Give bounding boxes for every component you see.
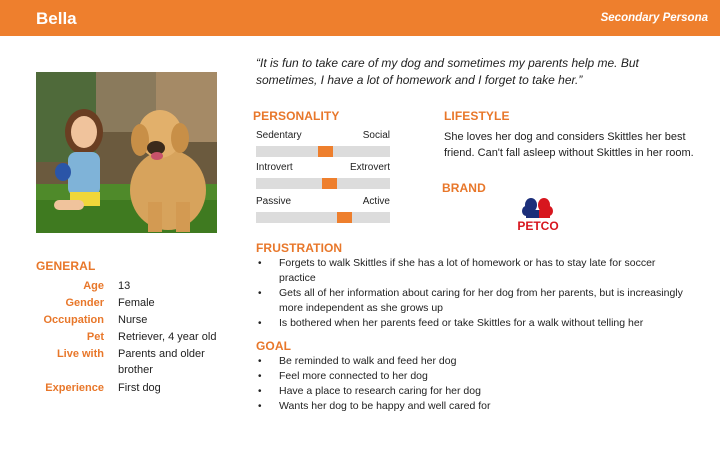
goal-item: • Wants her dog to be happy and well cared for — [256, 399, 686, 414]
frustration-item: • Is bothered when her parents feed or take Skittles for a walk without telling her — [256, 316, 686, 331]
general-value: First dog — [118, 382, 161, 394]
general-key: Occupation — [43, 314, 104, 326]
brand-logo-text: PETCO — [517, 219, 559, 233]
scale-left-label: Introvert — [256, 162, 293, 173]
lifestyle-title: LIFESTYLE — [444, 109, 510, 123]
scale-left-label: Sedentary — [256, 130, 302, 141]
girl-with-dog-photo-icon — [36, 72, 217, 233]
scale-track — [256, 146, 390, 157]
general-key: Pet — [86, 331, 104, 343]
goal-title: GOAL — [256, 339, 292, 353]
scale-track — [256, 212, 390, 223]
general-key: Live with — [56, 348, 104, 360]
goal-item: • Be reminded to walk and feed her dog — [256, 354, 686, 369]
scale-marker — [318, 146, 333, 157]
general-title: GENERAL — [36, 259, 96, 273]
scale-marker — [322, 178, 337, 189]
petco-logo-icon — [510, 196, 566, 234]
frustration-item: • Forgets to walk Skittles if she has a lot of homework or has to stay late for soccer practice — [256, 256, 686, 286]
general-key: Age — [83, 280, 104, 292]
general-value: 13 — [118, 280, 131, 292]
brand-title: BRAND — [442, 181, 486, 195]
scale-track — [256, 178, 390, 189]
petco-logo — [510, 196, 566, 234]
general-key: Experience — [45, 382, 104, 394]
persona-name: Bella — [36, 9, 77, 28]
persona-quote: “It is fun to take care of my dog and sometimes my parents help me. But sometimes, I have a lot of homework and I forget to take her.” — [256, 56, 639, 87]
general-value: Parents and older brother — [118, 348, 205, 376]
frustration-item: • Gets all of her information about caring for her dog from her parents, but is increasingly more independent as she grows up — [256, 286, 686, 316]
goal-item: • Have a place to research caring for her dog — [256, 384, 686, 399]
goal-item: • Feel more connected to her dog — [256, 369, 686, 384]
persona-role: Secondary Persona — [600, 12, 708, 24]
lifestyle-text: She loves her dog and considers Skittles her best friend. Can't fall asleep without Skittles in her room. — [444, 131, 694, 159]
scale-marker — [337, 212, 352, 223]
scale-right-label: Active — [362, 196, 390, 207]
scale-left-label: Passive — [256, 196, 292, 207]
personality-title: PERSONALITY — [253, 109, 340, 123]
general-key: Gender — [65, 297, 104, 309]
goal-list — [256, 354, 686, 414]
scale-right-label: Social — [362, 130, 390, 141]
persona-header — [0, 0, 720, 36]
general-value: Female — [118, 297, 155, 309]
persona-photo — [36, 72, 217, 233]
general-value: Nurse — [118, 314, 148, 326]
frustration-list — [256, 256, 686, 331]
scale-right-label: Extrovert — [349, 162, 390, 173]
general-value: Retriever, 4 year old — [118, 331, 217, 343]
frustration-title: FRUSTRATION — [256, 241, 343, 255]
